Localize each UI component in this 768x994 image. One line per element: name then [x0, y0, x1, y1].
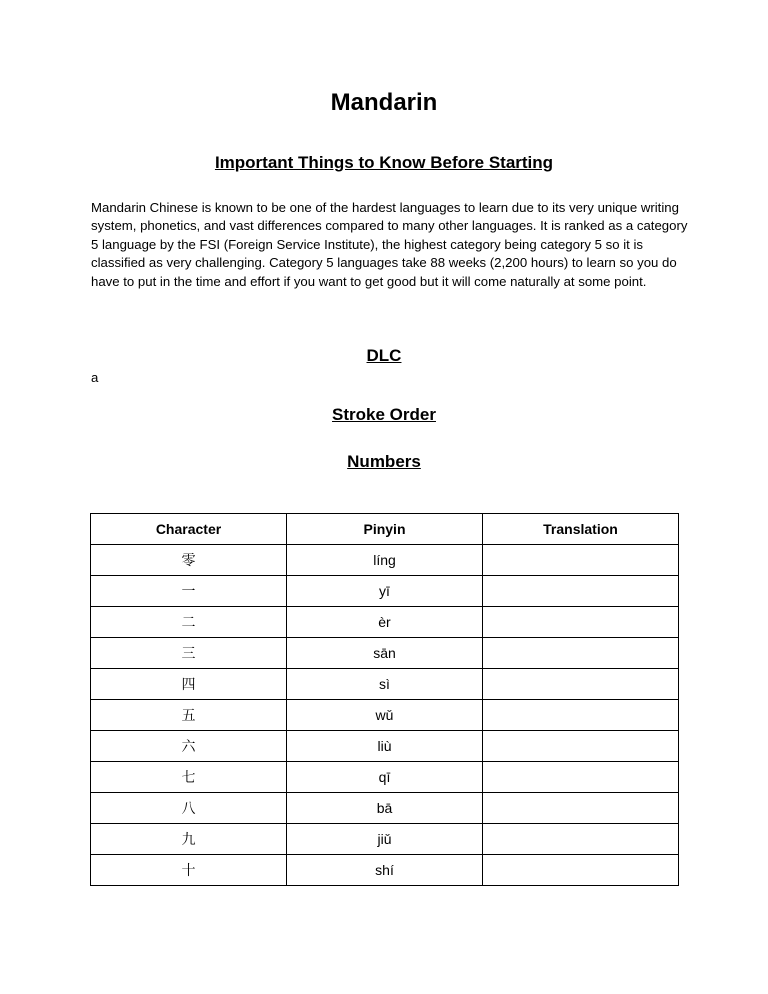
heading-important-things: Important Things to Know Before Starting	[214, 153, 554, 172]
character-cell: 七	[91, 762, 287, 793]
table-row	[91, 669, 679, 700]
translation-cell	[483, 545, 679, 576]
translation-cell	[483, 638, 679, 669]
character-cell: 六	[91, 731, 287, 762]
character-cell: 二	[91, 607, 287, 638]
translation-cell	[483, 731, 679, 762]
table-header-row	[91, 514, 679, 545]
character-cell: 十	[91, 855, 287, 886]
table-row	[91, 762, 679, 793]
table-row	[91, 638, 679, 669]
table-row	[91, 607, 679, 638]
translation-cell	[483, 762, 679, 793]
translation-cell	[483, 576, 679, 607]
numbers-table	[90, 513, 679, 886]
document-title: Mandarin	[330, 89, 438, 116]
table-row	[91, 731, 679, 762]
pinyin-cell: qī	[287, 762, 483, 793]
pinyin-cell: shí	[287, 855, 483, 886]
character-cell: 四	[91, 669, 287, 700]
pinyin-cell: yī	[287, 576, 483, 607]
intro-paragraph: Mandarin Chinese is known to be one of the hardest languages to learn due to its very unique writing system, phonetics, and vast differences compared to many other languages. It is ranked as a category 5 language by the FSI (Foreign Service Institute), the highest category being category 5 so it is classified as very challenging. Category 5 languages take 88 weeks (2,200 hours) to learn so you do have to put in the time and effort if you want to get good but it will come naturally at some point.	[91, 200, 688, 289]
pinyin-cell: jiǔ	[287, 824, 483, 855]
translation-cell	[483, 824, 679, 855]
table-row	[91, 855, 679, 886]
table-row	[91, 576, 679, 607]
translation-cell	[483, 793, 679, 824]
heading-numbers: Numbers	[347, 452, 421, 471]
heading-dlc: DLC	[366, 346, 402, 365]
table-row	[91, 793, 679, 824]
translation-cell	[483, 700, 679, 731]
header-pinyin: Pinyin	[287, 514, 483, 545]
pinyin-cell: bā	[287, 793, 483, 824]
table-row	[91, 545, 679, 576]
pinyin-cell: líng	[287, 545, 483, 576]
character-cell: 九	[91, 824, 287, 855]
header-character: Character	[91, 514, 287, 545]
pinyin-cell: sān	[287, 638, 483, 669]
table-row	[91, 700, 679, 731]
character-cell: 一	[91, 576, 287, 607]
table-row	[91, 824, 679, 855]
translation-cell	[483, 607, 679, 638]
pinyin-cell: èr	[287, 607, 483, 638]
character-cell: 五	[91, 700, 287, 731]
pinyin-cell: wǔ	[287, 700, 483, 731]
dlc-text: a	[91, 370, 99, 385]
translation-cell	[483, 855, 679, 886]
heading-stroke-order: Stroke Order	[332, 405, 436, 424]
character-cell: 八	[91, 793, 287, 824]
pinyin-cell: liù	[287, 731, 483, 762]
translation-cell	[483, 669, 679, 700]
character-cell: 三	[91, 638, 287, 669]
pinyin-cell: sì	[287, 669, 483, 700]
character-cell: 零	[91, 545, 287, 576]
header-translation: Translation	[483, 514, 679, 545]
